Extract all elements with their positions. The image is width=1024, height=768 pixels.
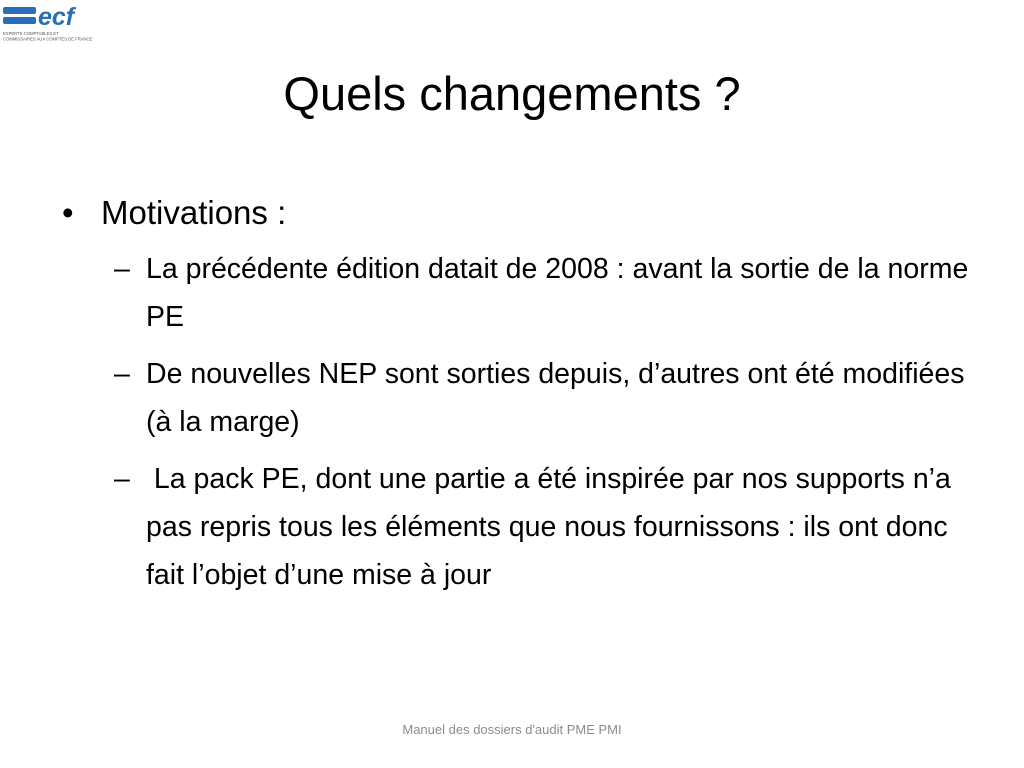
logo-tagline-line2: COMMISSAIRES AUX COMPTES DE FRANCE xyxy=(3,36,93,42)
logo-tagline-line1: EXPERTS-COMPTABLES ET xyxy=(3,31,59,36)
bullet-text: Motivations : xyxy=(101,194,287,231)
sub-bullet-text: La précédente édition datait de 2008 : avant la sortie de la norme PE xyxy=(146,253,969,333)
slide-content xyxy=(62,190,972,608)
sub-bullet-new-nep xyxy=(114,350,972,446)
sub-bullet-marker: – xyxy=(114,358,130,390)
logo-bar-bottom xyxy=(3,17,36,24)
bullet-marker: • xyxy=(62,194,74,231)
logo-bar-top xyxy=(3,7,36,14)
sub-bullet-previous-edition xyxy=(114,245,972,341)
bullet-motivations xyxy=(62,190,972,236)
sub-bullet-marker: – xyxy=(114,463,130,495)
ecf-logo xyxy=(2,2,106,44)
sub-bullet-text: De nouvelles NEP sont sorties depuis, d’autres ont été modifiées (à la marge) xyxy=(146,358,965,438)
sub-bullet-pack-pe xyxy=(114,455,972,599)
sub-bullet-text: La pack PE, dont une partie a été inspirée par nos supports n’a pas repris tous les éléments que nous fournissons : ils ont donc fait l’objet d’une mise à jour xyxy=(146,463,959,591)
sub-bullet-marker: – xyxy=(114,253,130,285)
footer-text: Manuel des dossiers d'audit PME PMI xyxy=(402,722,622,737)
logo-wordmark: ecf xyxy=(38,3,75,31)
slide-title: Quels changements ? xyxy=(283,67,741,120)
